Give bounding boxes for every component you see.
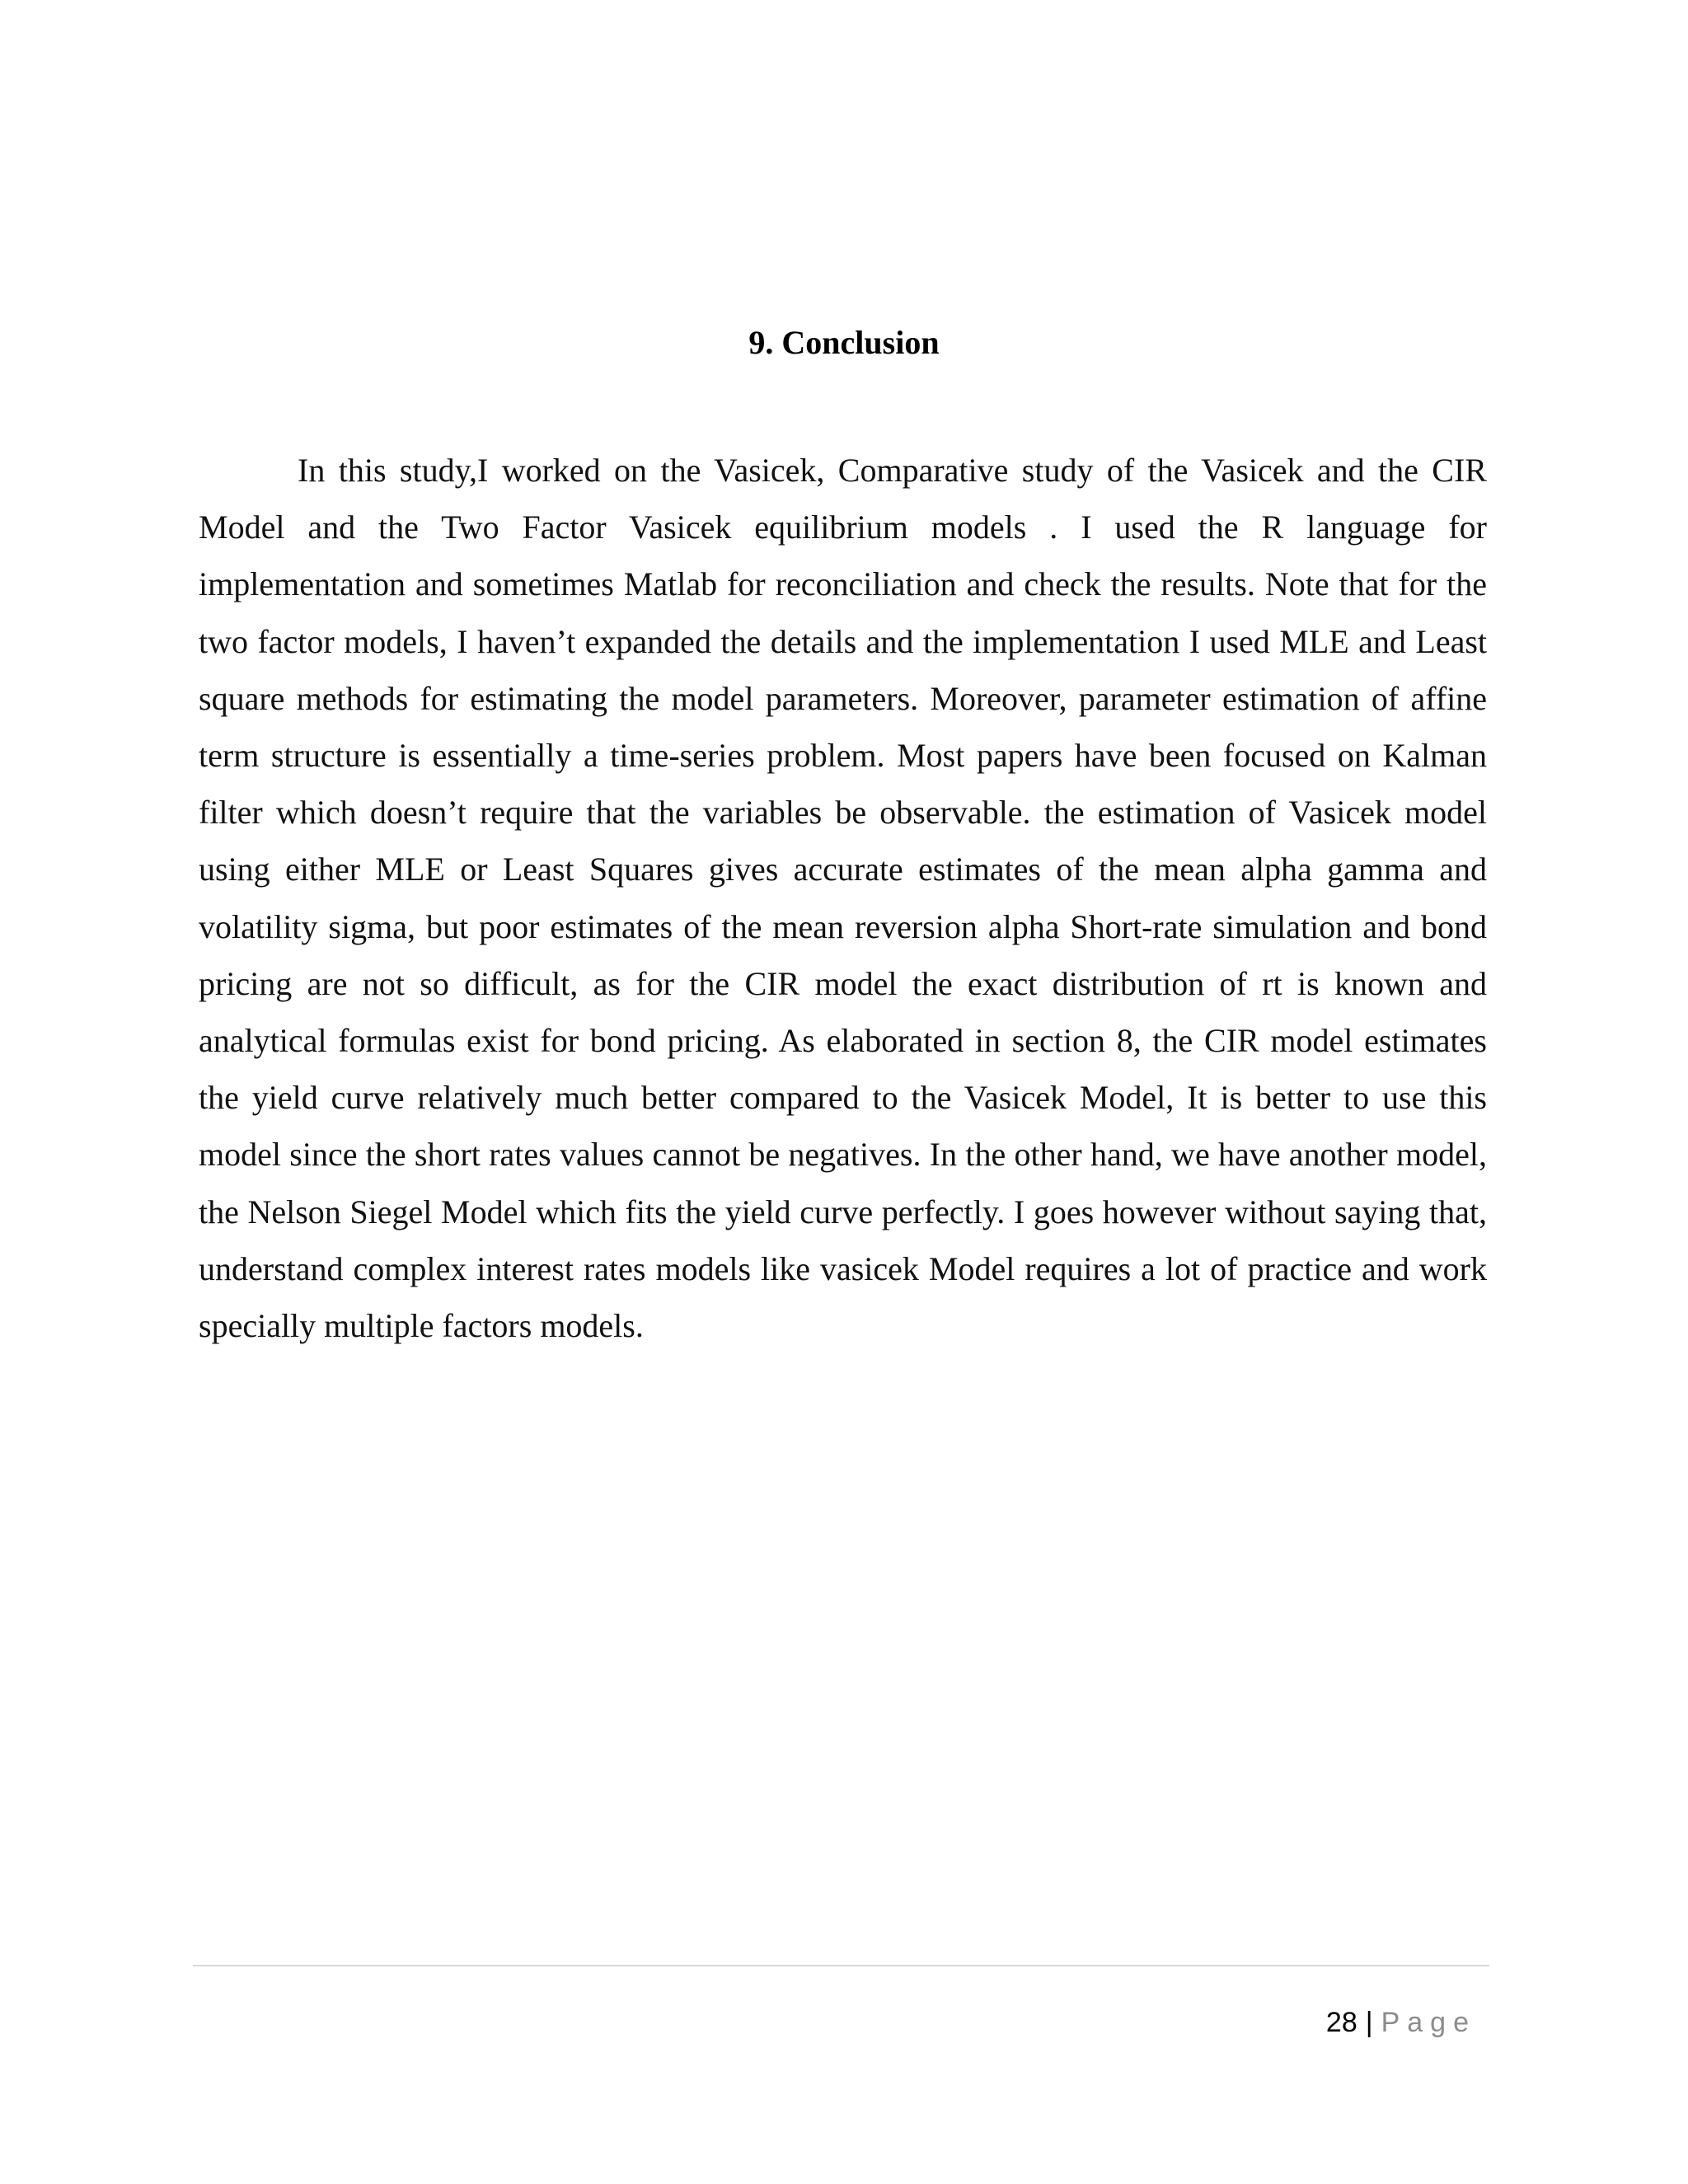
page-number: 28	[1325, 2007, 1357, 2038]
conclusion-paragraph: In this study,I worked on the Vasicek, Comparative study of the Vasicek and the CIR Model and the Two Factor Vasicek equilibrium models . I used the R language for implementation and sometimes Matlab for reconciliation and check the results. Note that for the two factor models, I haven’t expanded the details and the implementation I used MLE and Least square methods for estimating the model parameters. Moreover, parameter estimation of affine term structure is essentially a time-series problem. Most papers have been focused on Kalman filter which doesn’t require that the variables be observable. the estimation of Vasicek model using either MLE or Least Squares gives accurate estimates of the mean alpha gamma and volatility sigma, but poor estimates of the mean reversion alpha Short-rate simulation and bond pricing are not so difficult, as for the CIR model the exact distribution of rt is known and analytical formulas exist for bond pricing. As elaborated in section 8, the CIR model estimates the yield curve relatively much better compared to the Vasicek Model, It is better to use this model since the short rates values cannot be negatives. In the other hand, we have another model, the Nelson Siegel Model which fits the yield curve perfectly. I goes however without saying that, understand complex interest rates models like vasicek Model requires a lot of practice and work specially multiple factors models.	[199, 452, 1487, 1345]
section-heading: 9. Conclusion	[748, 324, 940, 361]
page-label: Page	[1381, 2007, 1476, 2038]
footer-divider	[193, 1965, 1489, 1966]
footer-separator: |	[1365, 2007, 1373, 2038]
page-footer	[1326, 2004, 1476, 2041]
